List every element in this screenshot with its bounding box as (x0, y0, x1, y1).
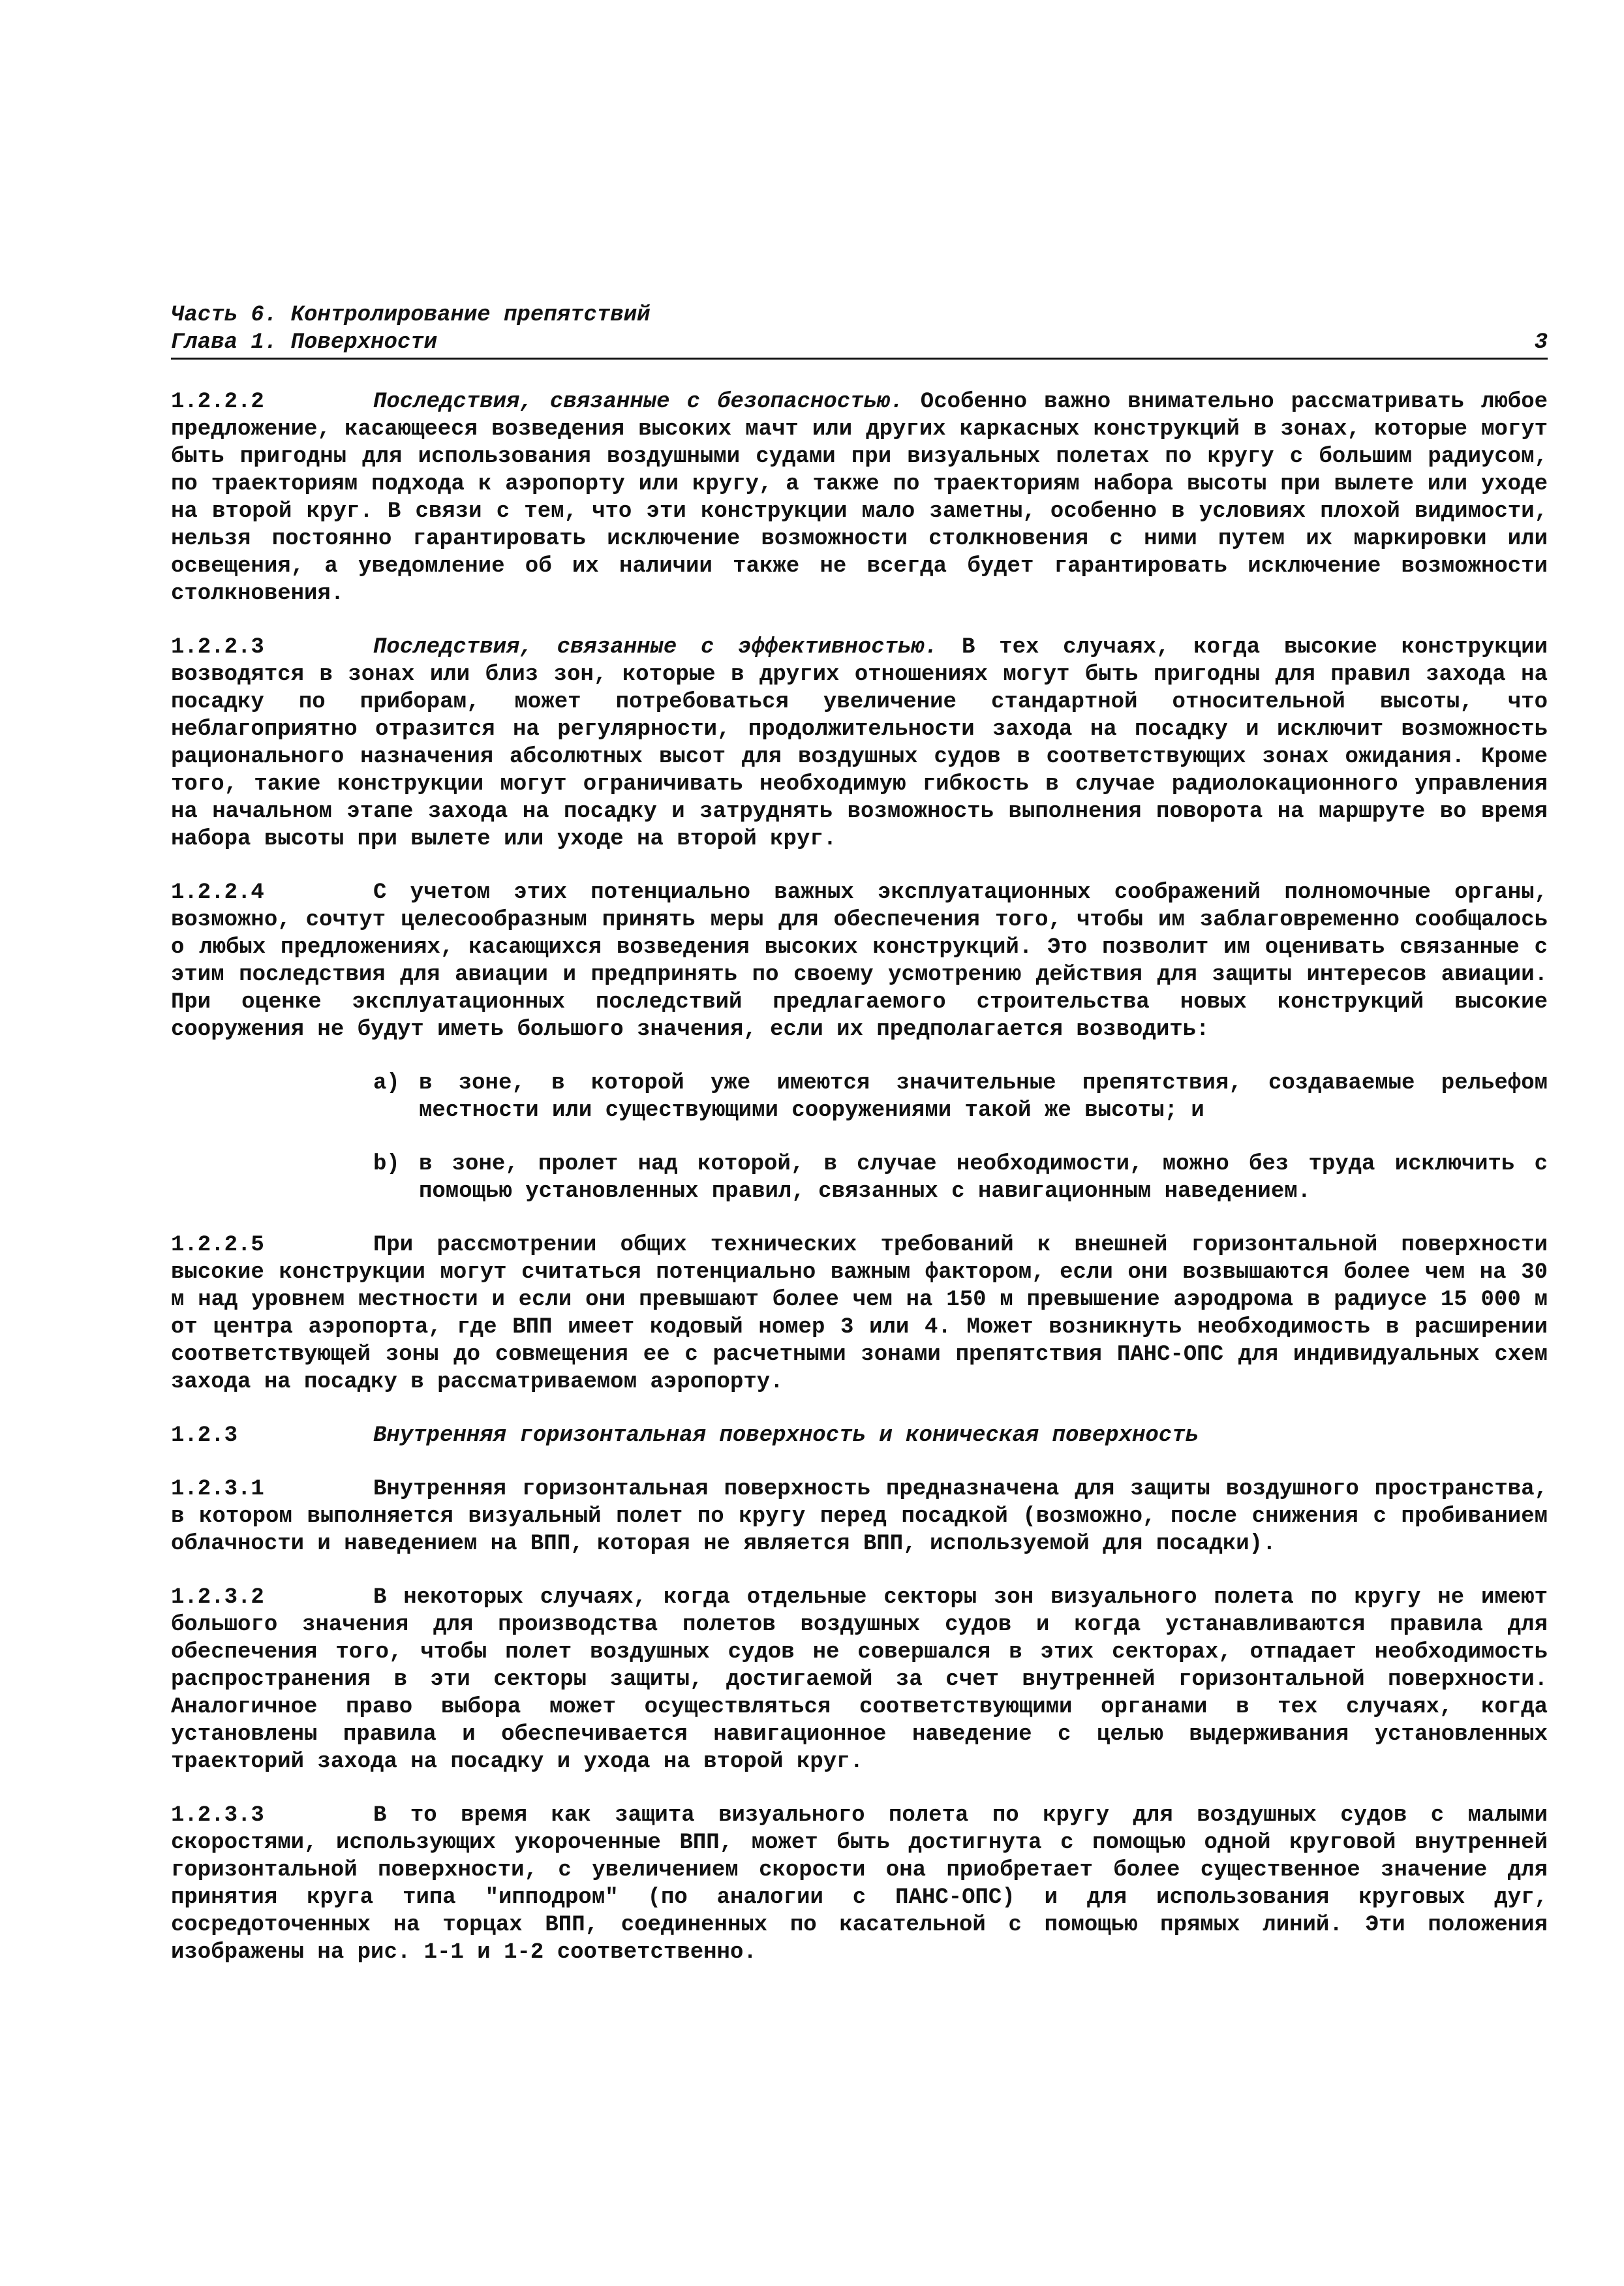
list-item-text: в зоне, пролет над которой, в случае необходимости, можно без труда исключить с помощью установленных правил, связанных с навигационным наведением. (419, 1152, 1548, 1204)
header-part: Часть 6. Контролирование препятствий (171, 303, 651, 328)
list-item-a (373, 1070, 1548, 1124)
paragraph-number: 1.2.3.2 (171, 1585, 264, 1610)
list-item-b (373, 1151, 1548, 1205)
list-item-text: в зоне, в которой уже имеются значительные препятствия, создаваемые рельефом местности или существующими сооружениями такой же высоты; и (419, 1071, 1548, 1123)
paragraph-text: Особенно важно внимательно рассматривать любое предложение, касающееся возведения высоких мачт или других каркасных конструкций в зонах, которые могут быть пригодны для использования воздушными судами при визуальных полетах по кругу с большим радиусом, по траекториям подхода к аэропорту или кругу, а также по траекториям набора высоты при вылете или уходе на второй круг. В связи с тем, что эти конструкции мало заметны, особенно в условиях плохой видимости, нельзя постоянно гарантировать исключение возможности столкновения с ними путем их маркировки или освещения, а уведомление об их наличии также не всегда будет гарантировать исключение возможности столкновения. (171, 390, 1548, 606)
paragraph-1-2-2-3 (171, 634, 1548, 853)
paragraph-1-2-2-4 (171, 879, 1548, 1043)
paragraph-1-2-2-2 (171, 388, 1548, 608)
paragraph-1-2-3-2 (171, 1584, 1548, 1776)
paragraph-1-2-2-5 (171, 1231, 1548, 1396)
paragraph-1-2-3-1 (171, 1475, 1548, 1558)
page-number: 3 (1534, 330, 1548, 355)
paragraph-title: Последствия, связанные с эффективностью. (373, 635, 938, 660)
paragraph-title: Последствия, связанные с безопасностью. (373, 390, 904, 414)
paragraph-text: В некоторых случаях, когда отдельные секторы зон визуального полета по кругу не имеют большого значения для производства полетов воздушных судов и когда устанавливаются правила для обеспечения того, чтобы полет воздушных судов не совершался в этих секторах, отпадает необходимость распространения в эти секторы защиты, достигаемой за счет внутренней горизонтальной поверхности. Аналогичное право выбора может осуществляться соответствующими органами в тех случаях, когда установлены правила и обеспечивается навигационное наведение с целью выдерживания установленных траекторий захода на посадку и ухода на второй круг. (171, 1585, 1548, 1774)
header-chapter-line (171, 329, 1548, 360)
paragraph-1-2-3-3 (171, 1802, 1548, 1966)
paragraph-text: В тех случаях, когда высокие конструкции возводятся в зонах или близ зон, которые в других отношениях могут быть пригодны для правил захода на посадку по приборам, может потребоваться увеличение стандартной относительной высоты, что неблагоприятно отразится на регулярности, продолжительности захода на посадку и исключит возможность рационального назначения абсолютных высот для воздушных судов в соответствующих зонах ожидания. Кроме того, такие конструкции могут ограничивать необходимую гибкость в случае радиолокационного управления на начальном этапе захода на посадку и затруднять возможность выполнения поворота на маршруте во время набора высоты при вылете или уходе на второй круг. (171, 635, 1548, 852)
section-title: Внутренняя горизонтальная поверхность и коническая поверхность (373, 1423, 1199, 1448)
running-header (171, 301, 1548, 360)
paragraph-number: 1.2.2.5 (171, 1233, 264, 1258)
paragraph-number: 1.2.2.2 (171, 390, 264, 414)
section-number: 1.2.3 (171, 1423, 238, 1448)
paragraph-number: 1.2.2.3 (171, 635, 264, 660)
paragraph-text: В то время как защита визуального полета по кругу для воздушных судов с малыми скоростями, использующих укороченные ВПП, может быть достигнута с помощью одной круговой внутренней горизонтальной поверхности, с увеличением скорости она приобретает более существенное значение для принятия круга типа "ипподром" (по аналогии с ПАНС-ОПС) и для использования круговых дуг, сосредоточенных на торцах ВПП, соединенных по касательной с помощью прямых линий. Эти положения изображены на рис. 1-1 и 1-2 соответственно. (171, 1803, 1548, 1965)
paragraph-text: С учетом этих потенциально важных эксплуатационных соображений полномочные органы, возможно, сочтут целесообразным принять меры для обеспечения того, чтобы им заблаговременно сообщалось о любых предложениях, касающихся возведения высоких конструкций. Это позволит им оценивать связанные с этим последствия для авиации и предпринять по своему усмотрению действия для защиты интересов авиации. При оценке эксплуатационных последствий предлагаемого строительства новых конструкций высокие сооружения не будут иметь большого значения, если их предполагается возводить: (171, 880, 1548, 1042)
document-page (171, 301, 1548, 1966)
paragraph-text: При рассмотрении общих технических требований к внешней горизонтальной поверхности высокие конструкции могут считаться потенциально важным фактором, если они возвышаются более чем на 30 м над уровнем местности и если они превышают более чем на 150 м превышение аэродрома в радиусе 15 000 м от центра аэропорта, где ВПП имеет кодовый номер 3 или 4. Может возникнуть необходимость в расширении соответствующей зоны до совмещения ее с расчетными зонами препятствия ПАНС-ОПС для индивидуальных схем захода на посадку в рассматриваемом аэропорту. (171, 1233, 1548, 1395)
list-marker: a) (373, 1071, 400, 1096)
paragraph-text: Внутренняя горизонтальная поверхность предназначена для защиты воздушного пространства, в котором выполняется визуальный полет по кругу перед посадкой (возможно, после снижения с пробиванием облачности и наведением на ВПП, которая не является ВПП, используемой для посадки). (171, 1477, 1548, 1556)
list-marker: b) (373, 1152, 400, 1177)
section-heading-1-2-3 (171, 1422, 1548, 1449)
paragraph-number: 1.2.3.1 (171, 1477, 264, 1502)
paragraph-number: 1.2.3.3 (171, 1803, 264, 1828)
header-chapter: Глава 1. Поверхности (171, 330, 438, 355)
paragraph-number: 1.2.2.4 (171, 880, 264, 905)
